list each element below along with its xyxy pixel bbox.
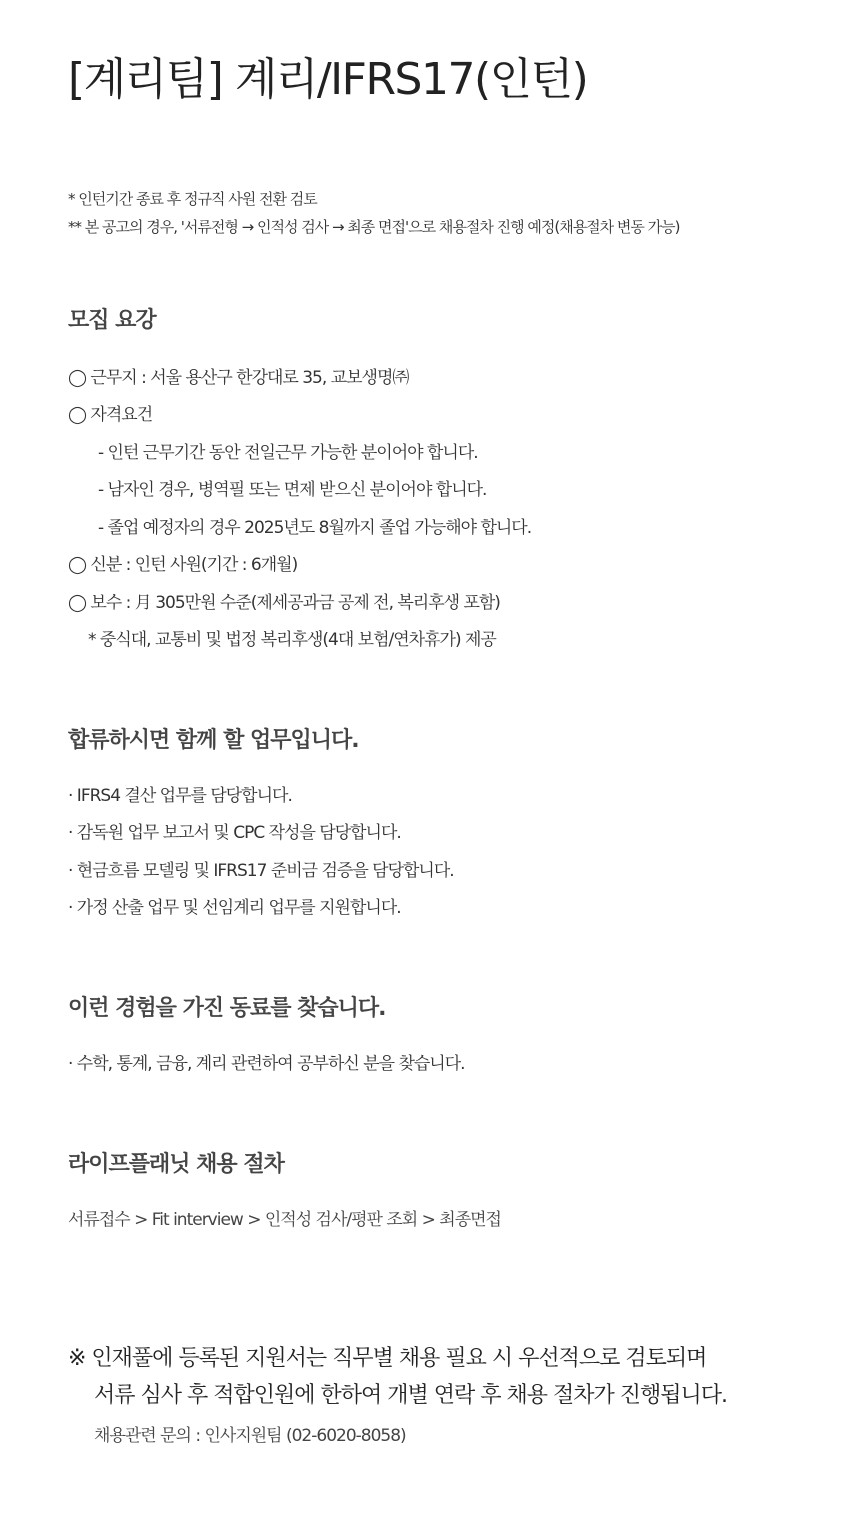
process-heading: 라이프플래닛 채용 절차 [68, 1152, 284, 1177]
process-steps: 서류접수 > Fit interview > 인적성 검사/평판 조회 > 최종면접 [68, 1210, 501, 1230]
qualification-item: - 남자인 경우, 병역필 또는 면제 받으신 분이어야 합니다. [98, 480, 487, 500]
contact-info: 채용관련 문의 : 인사지원팀 (02-6020-8058) [94, 1426, 406, 1446]
benefits-note: * 중식대, 교통비 및 법정 복리후생(4대 보험/연차휴가) 제공 [88, 630, 496, 650]
page-title: [계리팀] 계리/IFRS17(인턴) [68, 54, 588, 105]
experience-heading: 이런 경험을 가진 동료를 찾습니다. [68, 996, 386, 1021]
conversion-note: * 인턴기간 종료 후 정규직 사원 전환 검토 [68, 190, 317, 208]
qualifications-label: ◯ 자격요건 [68, 405, 153, 425]
workplace-line: ◯ 근무지 : 서울 용산구 한강대로 35, 교보생명㈜ [68, 368, 409, 388]
duty-item: · 감독원 업무 보고서 및 CPC 작성을 담당합니다. [68, 823, 401, 843]
talent-pool-notice-continued: 서류 심사 후 적합인원에 한하여 개별 연락 후 채용 절차가 진행됩니다. [94, 1383, 727, 1408]
duty-item: · IFRS4 결산 업무를 담당합니다. [68, 786, 292, 806]
duties-heading: 합류하시면 함께 할 업무입니다. [68, 728, 359, 753]
qualification-item: - 인턴 근무기간 동안 전일근무 가능한 분이어야 합니다. [98, 443, 478, 463]
salary-line: ◯ 보수 : 月 305만원 수준(제세공과금 공제 전, 복리후생 포함) [68, 593, 500, 613]
talent-pool-notice: ※ 인재풀에 등록된 지원서는 직무별 채용 필요 시 우선적으로 검토되며 [68, 1346, 707, 1371]
duty-item: · 현금흐름 모델링 및 IFRS17 준비금 검증을 담당합니다. [68, 861, 454, 881]
process-note: ** 본 공고의 경우, '서류전형 → 인적성 검사 → 최종 면접'으로 채용절차 진행 예정(채용절차 변동 가능) [68, 218, 680, 236]
position-status-line: ◯ 신분 : 인턴 사원(기간 : 6개월) [68, 555, 298, 575]
duty-item: · 가정 산출 업무 및 선임계리 업무를 지원합니다. [68, 898, 401, 918]
recruitment-heading: 모집 요강 [68, 308, 156, 333]
qualification-item: - 졸업 예정자의 경우 2025년도 8월까지 졸업 가능해야 합니다. [98, 518, 532, 538]
experience-item: · 수학, 통계, 금융, 계리 관련하여 공부하신 분을 찾습니다. [68, 1054, 465, 1074]
